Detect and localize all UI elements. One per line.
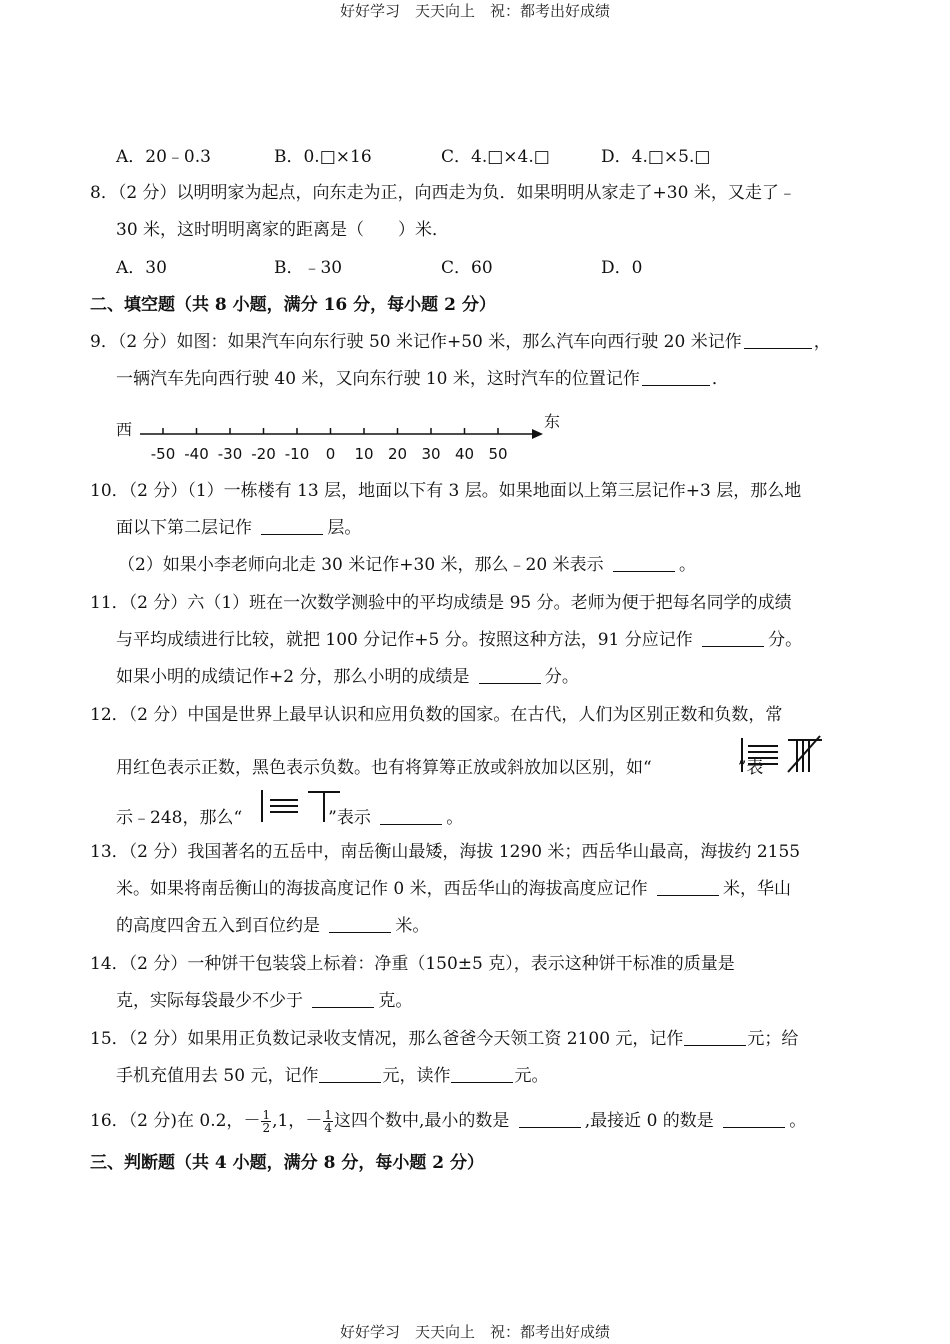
fraction-half: $\frac{1}{2}$ [262,1108,271,1135]
q12-line-1: 12．（2 分）中国是世界上最早认识和应用负数的国家。在古代，人们为区别正数和负数，常 [90,705,783,725]
q7-option-a: A．20﹣0.3 [116,147,211,167]
section-3-title: 三、判断题（共 4 小题，满分 8 分，每小题 2 分） [90,1153,484,1173]
number-line-tick-label: -30 [217,445,243,463]
answer-blank[interactable] [451,1065,513,1083]
answer-blank[interactable] [684,1028,746,1046]
answer-blank[interactable] [479,666,541,684]
q8-option-b: B．﹣30 [274,258,343,278]
west-label: 西 [116,420,133,439]
arrow-head [532,429,543,439]
fraction-quarter: $\frac{1}{4}$ [324,1108,332,1135]
number-line-tick-label: 20 [387,445,408,463]
q8-line-2: 30 米，这时明明离家的距离是（ ）米． [116,220,450,240]
number-line-tick-label: 30 [421,445,441,463]
q10-line-3: （2）如果小李老师向北走 30 米记作+30 米，那么﹣20 米表示 。 [118,555,696,575]
q9-line-2: 一辆汽车先向西行驶 40 米，又向东行驶 10 米，这时汽车的位置记作 ． [116,369,729,389]
answer-blank[interactable] [613,554,675,572]
q10-line-1: 10．（2 分）（1）一栋楼有 13 层，地面以下有 3 层。如果地面以上第三层记作+3 层，那么地 [90,481,802,501]
answer-blank[interactable] [657,878,719,896]
answer-blank[interactable] [261,517,323,535]
east-label: 东 [544,412,561,431]
q12-line-3: 示﹣248，那么“ ”表示 。 [116,808,464,828]
answer-blank[interactable] [519,1110,581,1128]
q13-line-2: 米。如果将南岳衡山的海拔高度记作 0 米，西岳华山的海拔高度应记作 米，华山 [116,879,792,899]
answer-blank[interactable] [380,807,442,825]
answer-blank[interactable] [744,331,812,349]
number-line-tick-label: 10 [354,445,374,463]
q8-option-d: D．0 [601,258,643,278]
q8-line-1: 8．（2 分）以明明家为起点，向东走为正，向西走为负．如果明明从家走了+30 米，又走了﹣ [90,183,796,203]
q8-option-c: C．60 [441,258,493,278]
number-line-tick-label: -40 [184,445,209,463]
section-2-title: 二、填空题（共 8 小题，满分 16 分，每小题 2 分） [90,295,496,315]
q7-option-d: D．4.□×5.□ [601,147,711,167]
q14-line-1: 14．（2 分）一种饼干包装袋上标着：净重（150±5 克），表示这种饼干标准的质量是 [90,954,735,974]
q9-line-1: 9．（2 分）如图：如果汽车向东行驶 50 米记作+50 米，那么汽车向西行驶 20 米记作 ， [90,332,831,352]
number-line-tick-label: 0 [325,445,336,463]
q12-line-2: 用红色表示正数，黑色表示负数。也有将算筹正放或斜放加以区别，如“ ”表 [116,758,764,778]
page-footer: 好好学习 天天向上 祝：都考出好成绩 [339,1323,610,1341]
page-header: 好好学习 天天向上 祝：都考出好成绩 [339,2,610,20]
q14-line-2: 克，实际每袋最少不少于 克。 [116,991,413,1011]
number-line-tick-label: 50 [488,445,508,463]
number-line-tick-label: 40 [454,445,475,463]
q11-line-1: 11．（2 分）六（1）班在一次数学测验中的平均成绩是 95 分。老师为便于把每名同学的成绩 [90,593,792,613]
q11-line-2: 与平均成绩进行比较，就把 100 分记作+5 分。按照这种方法，91 分应记作 分。 [116,630,803,650]
answer-blank[interactable] [642,368,710,386]
answer-blank[interactable] [329,915,391,933]
number-line-tick-label: -50 [150,445,176,463]
q10-line-2: 面以下第二层记作 层。 [116,518,362,538]
q15-line-2: 手机充值用去 50 元，记作 元，读作 元。 [116,1066,549,1086]
q15-line-1: 15．（2 分）如果用正负数记录收支情况，那么爸爸今天领工资 2100 元，记作 元；给 [90,1029,799,1049]
answer-blank[interactable] [312,990,374,1008]
q16-line-1: 16．（2 分)在 0.2，－ $\frac{1}{2}$ ,1，－ $\frac{1}{4}$ 这四个数中,最小的数是 ,最接近 0 的数是 。 [90,1108,807,1135]
q8-option-a: A．30 [116,258,167,278]
q11-line-3: 如果小明的成绩记作+2 分，那么小明的成绩是 分。 [116,667,579,687]
counting-rods-figure-2 [256,786,346,826]
answer-blank[interactable] [319,1065,381,1083]
q13-line-1: 13．（2 分）我国著名的五岳中，南岳衡山最矮，海拔 1290 米；西岳华山最高，海拔约 2155 [90,842,801,862]
q7-option-c: C．4.□×4.□ [441,147,550,167]
q13-line-3: 的高度四舍五入到百位约是 米。 [116,916,430,936]
number-line-tick-label: -20 [251,445,276,463]
q7-option-b: B．0.□×16 [274,147,372,167]
number-line-tick-label: -10 [284,445,310,463]
answer-blank[interactable] [723,1110,785,1128]
answer-blank[interactable] [702,629,764,647]
counting-rods-figure-1 [736,734,826,774]
